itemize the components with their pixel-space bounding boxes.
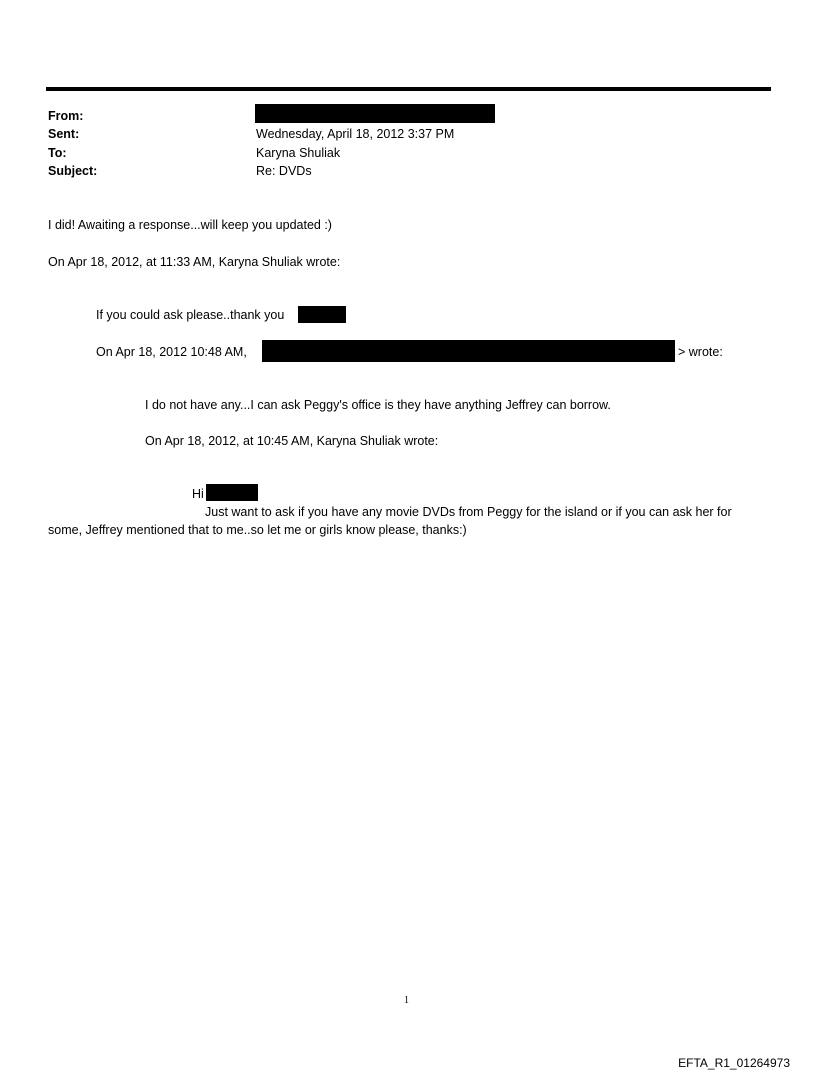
quote2-text: I do not have any...I can ask Peggy's office is they have anything Jeffrey can borrow.	[145, 398, 611, 412]
quote1-text: If you could ask please..thank you	[96, 308, 285, 322]
reply-text: I did! Awaiting a response...will keep you updated :)	[48, 218, 332, 232]
quote3-header: On Apr 18, 2012, at 10:45 AM, Karyna Shuliak wrote:	[145, 434, 439, 448]
redacted-email	[262, 340, 675, 362]
quote1-header: On Apr 18, 2012, at 11:33 AM, Karyna Shuliak wrote:	[48, 255, 341, 269]
from-label: From:	[48, 109, 84, 123]
quote2-header-prefix: On Apr 18, 2012 10:48 AM,	[96, 345, 247, 359]
subject-label: Subject:	[48, 164, 98, 178]
subject-value: Re: DVDs	[256, 164, 312, 178]
quote3-line1: Just want to ask if you have any movie DVDs from Peggy for the island or if you can ask her for	[205, 505, 732, 519]
redacted-sender	[255, 104, 495, 123]
quote3-line2: some, Jeffrey mentioned that to me..so let me or girls know please, thanks:)	[48, 523, 467, 537]
quote3-greeting: Hi	[192, 487, 204, 501]
sent-value: Wednesday, April 18, 2012 3:37 PM	[256, 127, 455, 141]
to-label: To:	[48, 146, 67, 160]
page-number: 1	[404, 995, 409, 1006]
redacted-name	[298, 306, 346, 323]
bates-number: EFTA_R1_01264973	[678, 1056, 790, 1070]
sent-label: Sent:	[48, 127, 80, 141]
quote2-header-suffix: > wrote:	[678, 345, 723, 359]
header-divider	[46, 87, 771, 91]
redacted-recipient	[206, 484, 258, 501]
to-value: Karyna Shuliak	[256, 146, 341, 160]
